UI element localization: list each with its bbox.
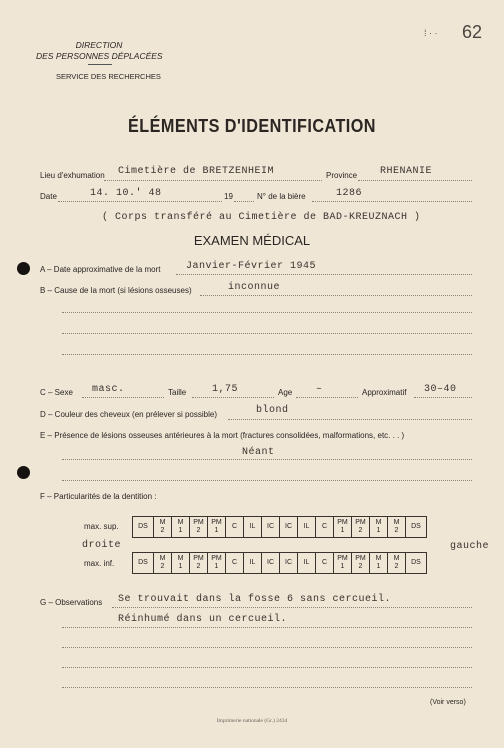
tooth-cell-ds <box>133 517 154 538</box>
tooth-cell-m-2 <box>388 517 406 538</box>
tooth-cell-pm-2 <box>190 517 208 538</box>
date-value: 14. 10.' 48 <box>90 188 162 199</box>
item-c-sexe-value: masc. <box>92 384 125 395</box>
tooth-cell-ds <box>406 517 427 538</box>
item-b-value: inconnue <box>228 282 281 293</box>
tooth-code: DS <box>138 559 148 566</box>
item-a-value: Janvier-Février 1945 <box>186 261 317 272</box>
tooth-cell-m-2 <box>154 517 172 538</box>
taille-dots <box>192 397 274 398</box>
tooth-cell-il <box>298 553 316 574</box>
item-b-dots <box>200 295 472 296</box>
tooth-cell-il <box>298 517 316 538</box>
tooth-code: M <box>177 519 184 526</box>
tooth-index: 2 <box>196 527 201 534</box>
lower-teeth-chart <box>132 552 427 574</box>
province-dots <box>358 180 472 181</box>
tooth-cell-m-1 <box>370 553 388 574</box>
item-d-value: blond <box>256 405 289 416</box>
tooth-code: DS <box>411 523 421 530</box>
lieu-value: Cimetière de BRETZENHEIM <box>118 166 275 177</box>
transfer-note: ( Corps transféré au Cimetière de BAD-KREUZNACH ) <box>102 212 421 223</box>
item-g-dots-5 <box>62 687 472 688</box>
biere-label: N° de la bière <box>257 192 306 201</box>
province-value: RHENANIE <box>380 166 433 177</box>
imprint: Imprimerie nationale (Gr.) 2434 <box>216 718 288 724</box>
tooth-code: IC <box>285 559 292 566</box>
tooth-cell-m-2 <box>388 553 406 574</box>
biere-value: 1286 <box>336 188 363 199</box>
tooth-code: M <box>375 555 382 562</box>
tooth-cell-ic <box>262 553 280 574</box>
lieu-dots <box>104 180 322 181</box>
item-e-line-2 <box>62 480 472 481</box>
tooth-cell-pm-1 <box>208 517 226 538</box>
tooth-cell-c <box>226 517 244 538</box>
header-personnes: DES PERSONNES DÉPLACÉES <box>36 51 163 61</box>
item-a-label: A – Date approximative de la mort <box>40 265 161 274</box>
tooth-cell-ic <box>280 517 298 538</box>
tooth-index: 2 <box>394 527 399 534</box>
corner-mark: ⁞ · · <box>424 28 438 38</box>
province-label: Province <box>326 171 358 180</box>
tooth-cell-pm-1 <box>334 517 352 538</box>
item-a-dots <box>176 274 472 275</box>
tooth-cell-ic <box>262 517 280 538</box>
item-e-line-1 <box>62 459 472 460</box>
approx-dots <box>414 397 472 398</box>
tooth-cell-ds <box>133 553 154 574</box>
tooth-cell-m-1 <box>172 517 190 538</box>
tooth-code: C <box>321 523 328 530</box>
item-g-dots-1 <box>112 607 472 608</box>
age-dots <box>296 397 358 398</box>
tooth-code: M <box>159 519 166 526</box>
item-c-approx-label: Approximatif <box>362 388 407 397</box>
tooth-cell-m-2 <box>154 553 172 574</box>
tooth-code: M <box>375 519 382 526</box>
tooth-code: IL <box>249 559 256 566</box>
tooth-code: IC <box>267 559 274 566</box>
item-g-line-2: Réinhumé dans un cercueil. <box>118 614 288 625</box>
tooth-cell-pm-1 <box>334 553 352 574</box>
punch-hole-top <box>17 262 30 275</box>
tooth-code: PM <box>337 555 348 562</box>
upper-teeth-chart <box>132 516 427 538</box>
tooth-code: PM <box>211 519 222 526</box>
tooth-code: M <box>393 519 400 526</box>
item-d-dots <box>228 419 472 420</box>
tooth-code: C <box>231 523 238 530</box>
tooth-cell-il <box>244 553 262 574</box>
tooth-index: 1 <box>340 527 345 534</box>
date-dots <box>58 201 222 202</box>
biere-dots <box>312 201 472 202</box>
tooth-cell-ic <box>280 553 298 574</box>
verso-note: (Voir verso) <box>430 699 466 706</box>
item-b-line-2 <box>62 312 472 313</box>
item-b-line-4 <box>62 354 472 355</box>
item-g-line-1: Se trouvait dans la fosse 6 sans cercueil. <box>118 594 392 605</box>
item-g-dots-2 <box>62 627 472 628</box>
tooth-index: 2 <box>358 563 363 570</box>
tooth-cell-pm-2 <box>190 553 208 574</box>
tooth-index: 2 <box>358 527 363 534</box>
tooth-index: 1 <box>178 563 183 570</box>
item-c-taille-value: 1,75 <box>212 384 239 395</box>
tooth-index: 2 <box>160 527 165 534</box>
tooth-index: 1 <box>214 527 219 534</box>
gauche-label: gauche <box>450 541 490 552</box>
tooth-code: M <box>177 555 184 562</box>
tooth-code: PM <box>337 519 348 526</box>
tooth-index: 1 <box>376 527 381 534</box>
tooth-cell-c <box>316 553 334 574</box>
page-number: 62 <box>462 22 483 42</box>
tooth-cell-c <box>226 553 244 574</box>
tooth-index: 1 <box>340 563 345 570</box>
item-g-dots-3 <box>62 647 472 648</box>
tooth-code: IC <box>285 523 292 530</box>
page-title: ÉLÉMENTS D'IDENTIFICATION <box>128 116 376 136</box>
tooth-cell-pm-2 <box>352 553 370 574</box>
year-prefix: 19 <box>224 192 233 201</box>
tooth-code: PM <box>355 519 366 526</box>
item-e-label: E – Présence de lésions osseuses antérieures à la mort (fractures consolidées, malformations, etc. . . ) <box>40 431 405 440</box>
droite-label: droite <box>82 540 122 551</box>
tooth-index: 2 <box>196 563 201 570</box>
year-dots <box>234 201 254 202</box>
tooth-code: DS <box>138 523 148 530</box>
item-f-label: F – Particularités de la dentition : <box>40 492 157 501</box>
tooth-code: DS <box>411 559 421 566</box>
tooth-code: IL <box>303 559 310 566</box>
item-g-dots-4 <box>62 667 472 668</box>
sexe-dots <box>82 397 164 398</box>
header-service: SERVICE DES RECHERCHES <box>56 72 161 81</box>
item-c-age-label: Age <box>278 388 293 397</box>
item-c-taille-label: Taille <box>168 388 187 397</box>
tooth-cell-c <box>316 517 334 538</box>
tooth-cell-pm-2 <box>352 517 370 538</box>
tooth-code: M <box>159 555 166 562</box>
tooth-index: 1 <box>178 527 183 534</box>
item-e-value: Néant <box>242 447 275 458</box>
exam-title: EXAMEN MÉDICAL <box>193 233 311 248</box>
tooth-code: M <box>393 555 400 562</box>
tooth-cell-m-1 <box>370 517 388 538</box>
tooth-code: C <box>231 559 238 566</box>
item-b-line-3 <box>62 333 472 334</box>
tooth-code: PM <box>355 555 366 562</box>
tooth-cell-ds <box>406 553 427 574</box>
item-c-sexe-label: C – Sexe <box>40 388 73 397</box>
punch-hole-bottom <box>17 466 30 479</box>
header-rule <box>88 64 112 65</box>
tooth-index: 2 <box>160 563 165 570</box>
tooth-index: 2 <box>394 563 399 570</box>
item-g-label: G – Observations <box>40 598 103 607</box>
tooth-code: IL <box>249 523 256 530</box>
tooth-cell-il <box>244 517 262 538</box>
item-c-age-value: – <box>316 384 323 395</box>
tooth-index: 1 <box>376 563 381 570</box>
tooth-index: 1 <box>214 563 219 570</box>
header-direction: DIRECTION <box>75 40 123 50</box>
lieu-label: Lieu d'exhumation <box>40 171 105 180</box>
tooth-code: C <box>321 559 328 566</box>
max-inf-label: max. inf. <box>84 559 115 568</box>
max-sup-label: max. sup. <box>84 522 119 531</box>
tooth-code: PM <box>193 519 204 526</box>
date-label: Date <box>40 192 57 201</box>
tooth-code: PM <box>211 555 222 562</box>
item-b-label: B – Cause de la mort (si lésions osseuses) <box>40 286 192 295</box>
item-c-approx-value: 30–40 <box>424 384 457 395</box>
item-d-label: D – Couleur des cheveux (en prélever si possible) <box>40 410 217 419</box>
tooth-code: IC <box>267 523 274 530</box>
tooth-code: PM <box>193 555 204 562</box>
tooth-code: IL <box>303 523 310 530</box>
tooth-cell-pm-1 <box>208 553 226 574</box>
tooth-cell-m-1 <box>172 553 190 574</box>
